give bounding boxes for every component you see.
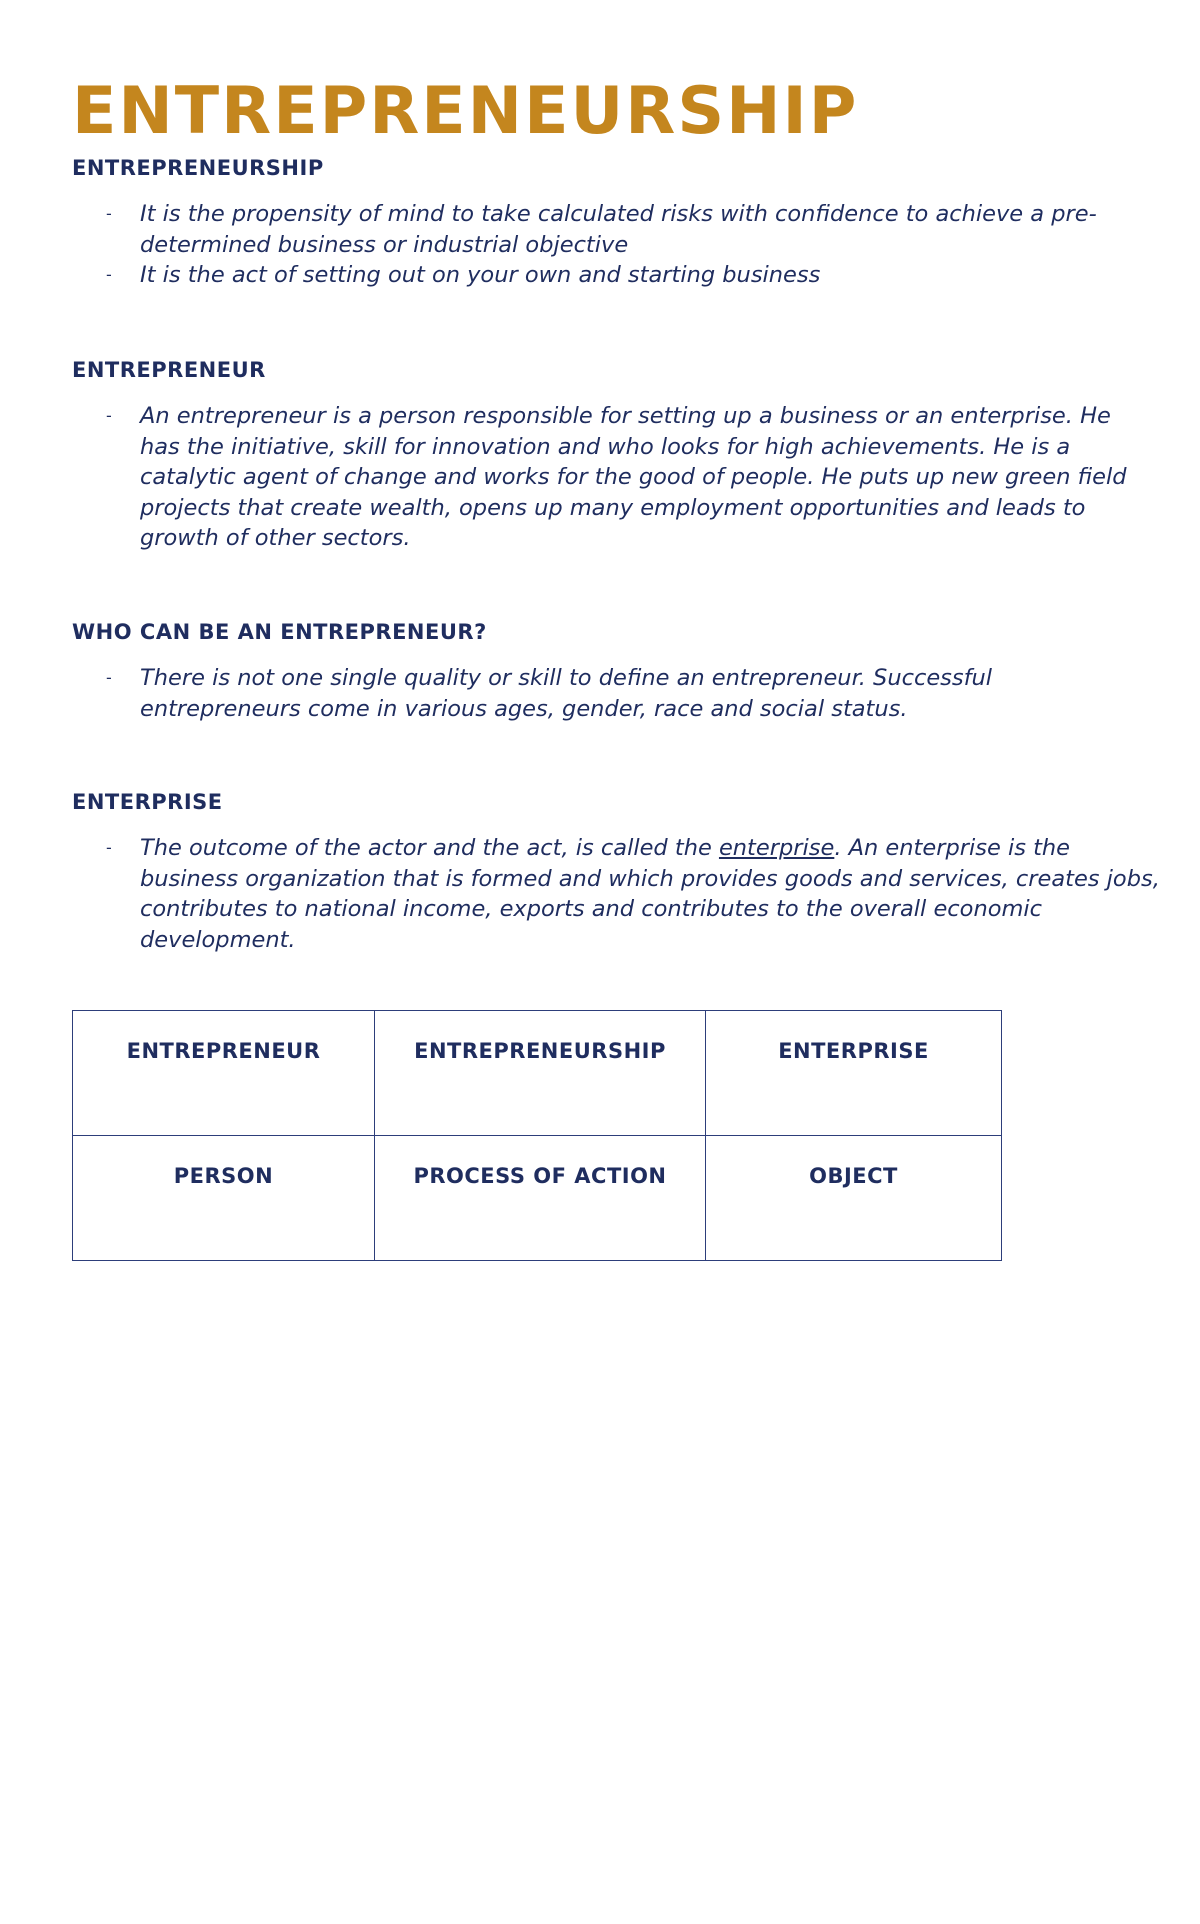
- table-row: [73, 1136, 1002, 1261]
- who-can-be-bullets: [106, 663, 1116, 724]
- table-cell: ENTREPRENEURSHIP: [375, 1011, 706, 1136]
- entrepreneurship-bullets: [106, 199, 1146, 291]
- section-heading-entrepreneurship: ENTREPRENEURSHIP: [72, 156, 324, 180]
- enterprise-underlined-term: enterprise: [718, 835, 835, 861]
- list-item: [106, 199, 1146, 260]
- bullet-marker: -: [106, 668, 112, 687]
- bullet-text-after: . An enterprise is the business organization that is formed and which provides goods and services, creates jobs, contributes to national income, exports and contributes to the overall economic development.: [140, 835, 1160, 953]
- bullet-text: It is the propensity of mind to take calculated risks with confidence to achieve a pre-determined business or industrial objective: [140, 201, 1097, 258]
- document-title: ENTREPRENEURSHIP: [72, 74, 859, 149]
- list-item: [106, 260, 1146, 291]
- section-heading-entrepreneur: ENTREPRENEUR: [72, 358, 266, 382]
- bullet-text: There is not one single quality or skill to define an entrepreneur. Successful entrepreneurs come in various ages, gender, race and social status.: [140, 665, 993, 722]
- bullet-text: [140, 835, 1160, 953]
- bullet-marker: -: [106, 838, 112, 857]
- table-cell: PROCESS OF ACTION: [375, 1136, 706, 1261]
- list-item: [106, 401, 1146, 554]
- section-heading-enterprise: ENTERPRISE: [72, 790, 223, 814]
- table-cell: OBJECT: [706, 1136, 1002, 1261]
- table-row: [73, 1011, 1002, 1136]
- list-item: [106, 663, 1116, 724]
- bullet-text-before: The outcome of the actor and the act, is called the: [140, 835, 719, 861]
- summary-table: [72, 1010, 1002, 1261]
- table-cell: PERSON: [73, 1136, 375, 1261]
- table-cell: ENTERPRISE: [706, 1011, 1002, 1136]
- section-heading-who-can-be: WHO CAN BE AN ENTREPRENEUR?: [72, 620, 487, 644]
- bullet-text: It is the act of setting out on your own and starting business: [140, 262, 821, 288]
- table-cell: ENTREPRENEUR: [73, 1011, 375, 1136]
- enterprise-bullets: [106, 833, 1166, 955]
- entrepreneur-bullets: [106, 401, 1146, 554]
- bullet-marker: -: [106, 265, 112, 284]
- bullet-marker: -: [106, 204, 112, 223]
- list-item: [106, 833, 1166, 955]
- bullet-text: An entrepreneur is a person responsible for setting up a business or an enterprise. He has the initiative, skill for innovation and who looks for high achievements. He is a catalytic agent of change and works for the good of people. He puts up new green field projects that create wealth, opens up many employment opportunities and leads to growth of other sectors.: [140, 403, 1127, 551]
- bullet-marker: -: [106, 406, 112, 425]
